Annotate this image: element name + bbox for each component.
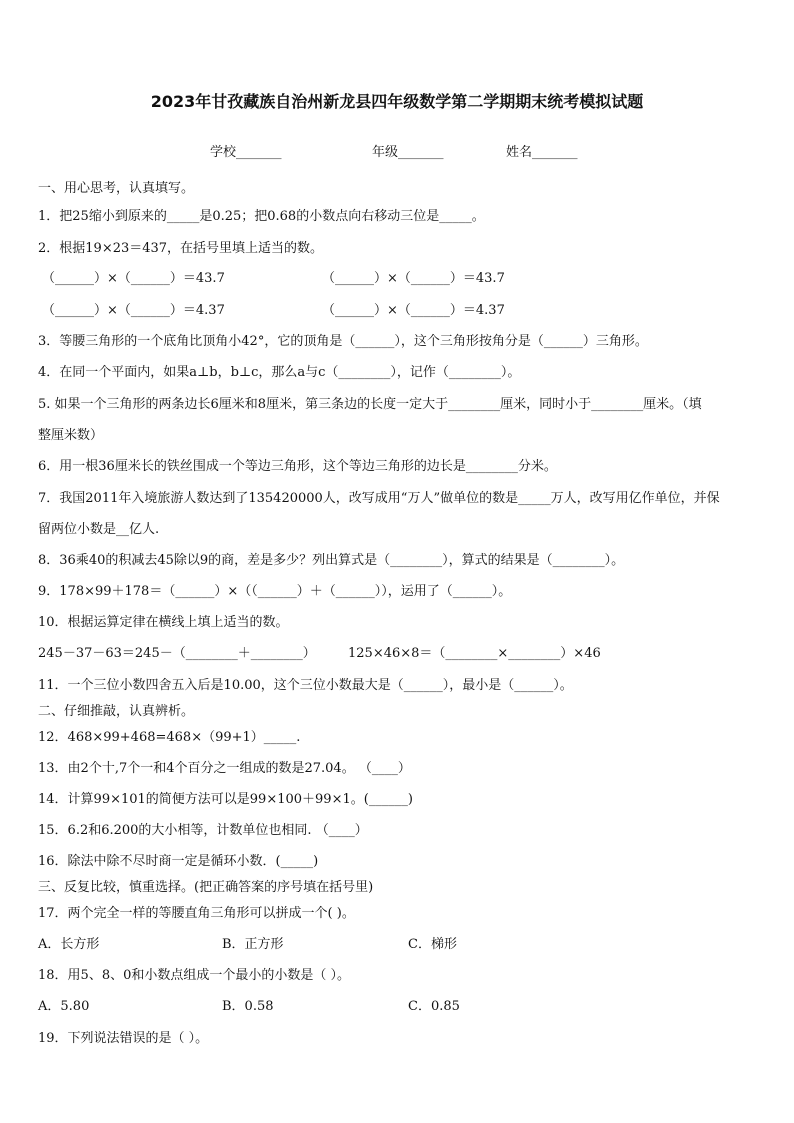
question-2: 2．根据19×23＝437，在括号里填上适当的数。 (38, 241, 324, 256)
school-field: 学校_______ (210, 145, 282, 160)
page-title: 2023年甘孜藏族自治州新龙县四年级数学第二学期期末统考模拟试题 (150, 92, 644, 111)
question-1: 1．把25缩小到原来的_____是0.25；把0.68的小数点向右移动三位是_____。 (38, 209, 485, 224)
grade-field: 年级_______ (372, 145, 444, 160)
question-7: 7．我国2011年入境旅游人数达到了135420000人，改写成用“万人”做单位的数是_____万人，改写用亿作单位，并保 (38, 491, 720, 506)
question-2-blank-c: （______）×（______）＝4.37 (42, 303, 225, 318)
question-19: 19．下列说法错误的是（ ）。 (38, 1031, 209, 1046)
question-17-option-a: A．长方形 (38, 937, 100, 952)
name-field: 姓名_______ (506, 145, 578, 160)
question-17-option-b: B．正方形 (222, 937, 284, 952)
question-18-option-a: A．5.80 (38, 999, 90, 1014)
question-2-blank-d: （______）×（______）＝4.37 (322, 303, 505, 318)
question-5: 5. 如果一个三角形的两条边长6厘米和8厘米，第三条边的长度一定大于________厘米，同时小于________厘米。（填 (38, 397, 702, 412)
question-18-option-c: C．0.85 (408, 999, 460, 1014)
section-2-heading: 二、仔细推敲，认真辨析。 (38, 704, 195, 719)
question-3: 3．等腰三角形的一个底角比顶角小42°，它的顶角是（______），这个三角形按角分是（______）三角形。 (38, 334, 648, 349)
question-18-option-b: B．0.58 (222, 999, 274, 1014)
question-16: 16．除法中除不尽时商一定是循环小数．(_____) (38, 854, 319, 869)
question-8: 8．36乘40的积减去45除以9的商，差是多少？列出算式是（________），算式的结果是（________）。 (38, 553, 625, 568)
question-10-a: 245－37－63＝245－（________＋________） (38, 646, 316, 661)
question-12: 12．468×99+468=468×（99+1）_____. (38, 730, 301, 745)
question-5-continued: 整厘米数） (38, 428, 104, 443)
question-10-b: 125×46×8＝（________×________）×46 (348, 646, 601, 661)
section-3-heading: 三、反复比较，慎重选择。(把正确答案的序号填在括号里) (38, 880, 374, 895)
question-4: 4．在同一个平面内，如果a⊥b，b⊥c，那么a与c（________），记作（________）。 (38, 365, 521, 380)
question-2-blank-b: （______）×（______）＝43.7 (322, 271, 505, 286)
section-1-heading: 一、用心思考，认真填写。 (38, 181, 195, 196)
question-17-option-c: C．梯形 (408, 937, 457, 952)
question-6: 6．用一根36厘米长的铁丝围成一个等边三角形，这个等边三角形的边长是________分米。 (38, 459, 557, 474)
question-9: 9．178×99＋178＝（______）×（（______）＋（______）），运用了（______）。 (38, 584, 512, 599)
question-11: 11．一个三位小数四舍五入后是10.00，这个三位小数最大是（______），最小是（______）。 (38, 678, 573, 693)
question-10: 10．根据运算定律在横线上填上适当的数。 (38, 615, 289, 630)
question-14: 14．计算99×101的简便方法可以是99×100＋99×1。(______) (38, 792, 413, 807)
question-17: 17．两个完全一样的等腰直角三角形可以拼成一个( )。 (38, 906, 355, 921)
question-2-blank-a: （______）×（______）＝43.7 (42, 271, 225, 286)
question-7-continued: 留两位小数是__亿人. (38, 522, 160, 537)
question-15: 15．6.2和6.200的大小相等，计数单位也相同. （____） (38, 823, 368, 838)
question-13: 13．由2个十,7个一和4个百分之一组成的数是27.04。 （____） (38, 761, 411, 776)
question-18: 18．用5、8、0和小数点组成一个最小的小数是（ ）。 (38, 968, 350, 983)
